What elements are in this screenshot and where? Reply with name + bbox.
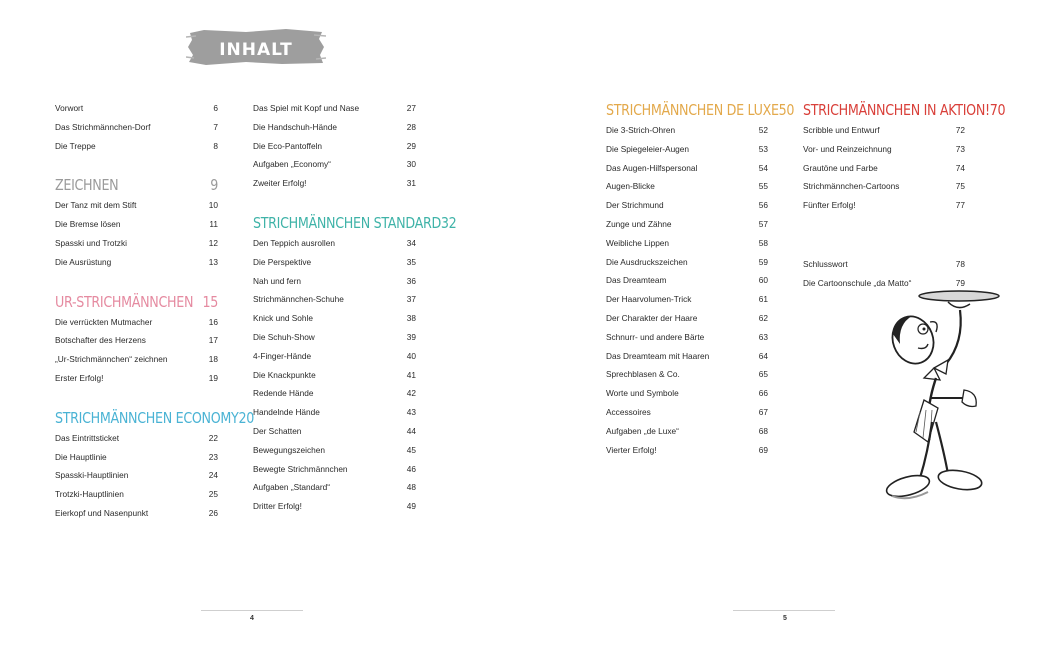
toc-entry-title: Die Handschuh-Hände — [253, 121, 337, 132]
toc-entry — [253, 253, 416, 272]
toc-entry-title: Die verrückten Mutmacher — [55, 316, 153, 327]
chapter-page: 20 — [238, 408, 255, 427]
toc-entry — [606, 253, 768, 272]
toc-entry — [253, 441, 416, 460]
toc-entry-title: Zweiter Erfolg! — [253, 178, 307, 189]
toc-entry-title: Accessoires — [606, 406, 651, 417]
toc-entry-page: 79 — [955, 277, 965, 288]
chapter-title: ZEICHNEN — [55, 176, 119, 195]
toc-entry — [606, 328, 768, 347]
toc-entry — [253, 422, 416, 441]
toc-entry — [253, 99, 416, 118]
toc-entry-page: 38 — [406, 313, 416, 324]
toc-entry-title: Den Teppich ausrollen — [253, 237, 335, 248]
footer-rule — [201, 610, 303, 611]
toc-entry-page: 64 — [758, 350, 768, 361]
spacer — [55, 272, 218, 291]
toc-entry-page: 6 — [213, 103, 218, 113]
toc-entry-page: 18 — [208, 354, 218, 365]
toc-entry-title: Botschafter des Herzens — [55, 335, 146, 346]
toc-entry — [606, 403, 768, 422]
chapter-title: UR-STRICHMÄNNCHEN — [55, 292, 194, 311]
toc-entry-title: Die Ausrüstung — [55, 256, 112, 267]
toc-entry-title: Vorwort — [55, 103, 84, 113]
toc-entry-title: Der Tanz mit dem Stift — [55, 200, 137, 211]
toc-entry — [253, 384, 416, 403]
toc-entry-title: Bewegungszeichen — [253, 444, 325, 455]
toc-entry — [606, 347, 768, 366]
toc-entry-title: Der Charakter der Haare — [606, 312, 698, 323]
toc-entry-title: Strichmännchen-Schuhe — [253, 294, 344, 305]
toc-entry-page: 62 — [758, 312, 768, 323]
toc-entry — [253, 366, 416, 385]
toc-entry — [55, 196, 218, 215]
toc-entry-page: 39 — [406, 331, 416, 342]
chapter-heading — [55, 174, 218, 196]
toc-entry-title: Schnurr- und andere Bärte — [606, 331, 705, 342]
toc-entry-title: Die Schuh-Show — [253, 331, 315, 342]
toc-title: inhalt — [219, 33, 293, 61]
toc-entry-page: 16 — [208, 316, 218, 327]
toc-entry-title: Die 3-Strich-Ohren — [606, 125, 676, 135]
toc-entry-title: Knick und Sohle — [253, 313, 313, 324]
toc-entry — [606, 234, 768, 253]
toc-entry-title: „Ur-Strichmännchen“ zeichnen — [55, 354, 168, 365]
toc-entry — [606, 271, 768, 290]
toc-entry-title: Das Eintrittsticket — [55, 432, 120, 443]
toc-column-3 — [606, 99, 795, 459]
toc-entry — [55, 215, 218, 234]
toc-entry — [253, 118, 416, 137]
toc-entry-title: Redende Hände — [253, 388, 314, 399]
toc-entry-title: Das Dreamteam — [606, 275, 667, 286]
toc-entry-title: Worte und Symbole — [606, 388, 679, 399]
toc-entry-title: Die Spiegeleier-Augen — [606, 143, 690, 154]
toc-entry-title: Trotzki-Hauptlinien — [55, 489, 124, 500]
toc-entry-title: Spasski und Trotzki — [55, 237, 127, 248]
spacer — [803, 215, 965, 255]
toc-entry — [55, 504, 218, 523]
toc-entry-title: Schlusswort — [803, 258, 848, 269]
toc-entry-title: Die Eco-Pantoffeln — [253, 140, 323, 151]
toc-entry — [803, 140, 965, 159]
chapter-page: 70 — [989, 101, 1006, 119]
toc-entry-title: Die Perspektive — [253, 256, 312, 267]
toc-entry-page: 58 — [758, 237, 768, 248]
toc-entry-title: Aufgaben „Economy“ — [253, 159, 331, 170]
toc-entry-page: 10 — [208, 200, 218, 211]
toc-entry-page: 7 — [213, 121, 218, 132]
toc-entry-title: Der Schatten — [253, 425, 302, 436]
toc-entry-title: Aufgaben „de Luxe“ — [606, 425, 679, 436]
toc-entry-page: 75 — [955, 181, 965, 192]
toc-entry-title: Der Haarvolumen-Trick — [606, 294, 692, 305]
toc-entry-page: 43 — [406, 407, 416, 418]
toc-entry-title: Nah und fern — [253, 275, 301, 286]
toc-entry — [253, 290, 416, 309]
toc-entry-title: Vierter Erfolg! — [606, 444, 657, 455]
toc-entry — [606, 159, 768, 178]
chapter-heading — [606, 99, 795, 121]
toc-entry — [55, 234, 218, 253]
chapter-page: 15 — [202, 292, 219, 311]
toc-entry-title: Das Dreamteam mit Haaren — [606, 350, 710, 361]
chapter-heading — [253, 212, 457, 234]
toc-entry-title: Das Strichmännchen-Dorf — [55, 121, 151, 132]
toc-entry — [55, 137, 218, 156]
toc-entry-title: Die Treppe — [55, 140, 96, 151]
toc-entry — [606, 177, 768, 196]
toc-entry-page: 37 — [406, 294, 416, 305]
toc-entry-page: 72 — [955, 125, 965, 135]
toc-entry — [253, 137, 416, 156]
toc-entry — [253, 460, 416, 479]
toc-entry — [606, 140, 768, 159]
toc-entry-page: 29 — [406, 140, 416, 151]
toc-entry — [55, 313, 218, 332]
toc-entry-page: 52 — [758, 125, 768, 135]
footer-rule — [733, 610, 835, 611]
toc-entry-page: 73 — [955, 143, 965, 154]
chapter-heading — [803, 99, 1006, 121]
toc-entry — [253, 347, 416, 366]
toc-entry-title: Die Ausdruckszeichen — [606, 256, 688, 267]
toc-entry-page: 31 — [406, 178, 416, 189]
chapter-title: STRICHMÄNNCHEN STANDARD — [253, 213, 441, 232]
toc-entry-page: 35 — [406, 256, 416, 267]
toc-entry-page: 68 — [758, 425, 768, 436]
toc-entry-page: 63 — [758, 331, 768, 342]
toc-entry-page: 13 — [208, 256, 218, 267]
chapter-page: 32 — [440, 213, 457, 232]
toc-entry — [606, 121, 768, 140]
chapter-title: STRICHMÄNNCHEN DE LUXE — [606, 101, 779, 119]
toc-entry — [253, 234, 416, 253]
toc-entry-title: Vor- und Reinzeichnung — [803, 143, 892, 154]
toc-entry — [55, 118, 218, 137]
page-number: 4 — [250, 615, 254, 622]
toc-entry-title: Strichmännchen-Cartoons — [803, 181, 900, 192]
toc-entry-page: 34 — [406, 237, 416, 248]
toc-entry-page: 56 — [758, 200, 768, 211]
toc-entry — [606, 365, 768, 384]
toc-entry-title: Die Knackpunkte — [253, 369, 316, 380]
toc-entry — [55, 369, 218, 388]
toc-column-4 — [803, 99, 1006, 293]
toc-entry-page: 17 — [208, 335, 218, 346]
toc-entry-title: Spasski-Hauptlinien — [55, 470, 129, 481]
toc-entry — [253, 497, 416, 516]
toc-entry — [55, 485, 218, 504]
toc-entry — [606, 422, 768, 441]
toc-entry — [55, 331, 218, 350]
toc-entry-page: 23 — [208, 451, 218, 462]
toc-entry-page: 28 — [406, 121, 416, 132]
toc-entry-page: 67 — [758, 406, 768, 417]
toc-entry-page: 40 — [406, 350, 416, 361]
toc-entry-title: Das Spiel mit Kopf und Nase — [253, 103, 360, 113]
chapter-heading — [55, 407, 255, 429]
toc-entry-page: 48 — [406, 482, 416, 493]
chapter-title: STRICHMÄNNCHEN ECONOMY — [55, 408, 239, 427]
toc-entry — [253, 309, 416, 328]
toc-entry-page: 55 — [758, 181, 768, 192]
toc-entry-title: Die Hauptlinie — [55, 451, 107, 462]
page-number: 5 — [783, 615, 787, 622]
waiter-figure-icon — [868, 282, 1008, 502]
toc-entry-page: 42 — [406, 388, 416, 399]
toc-entry-title: Dritter Erfolg! — [253, 501, 302, 512]
toc-entry-title: Eierkopf und Nasenpunkt — [55, 507, 149, 518]
toc-entry-page: 11 — [209, 219, 218, 230]
toc-entry — [253, 272, 416, 291]
toc-entry — [606, 196, 768, 215]
toc-entry-page: 24 — [208, 470, 218, 481]
toc-entry-page: 12 — [208, 237, 218, 248]
toc-entry-title: Fünfter Erfolg! — [803, 200, 856, 211]
toc-title-badge — [186, 27, 326, 67]
left-page — [0, 0, 518, 648]
toc-entry-title: Aufgaben „Standard“ — [253, 482, 331, 493]
toc-entry — [55, 429, 218, 448]
toc-entry — [803, 159, 965, 178]
toc-entry-title: Das Augen-Hilfspersonal — [606, 162, 698, 173]
toc-entry-page: 54 — [758, 162, 768, 173]
toc-entry-page: 65 — [758, 369, 768, 380]
toc-entry-page: 69 — [758, 444, 768, 455]
toc-entry-page: 46 — [406, 463, 416, 474]
toc-entry-title: 4-Finger-Hände — [253, 350, 312, 361]
toc-entry — [253, 174, 416, 193]
toc-entry — [606, 215, 768, 234]
toc-entry-title: Der Strichmund — [606, 200, 664, 211]
toc-entry-page: 61 — [758, 294, 768, 305]
toc-entry-page: 66 — [758, 388, 768, 399]
toc-entry-page: 78 — [955, 258, 965, 269]
toc-entry — [253, 478, 416, 497]
toc-entry — [55, 99, 218, 118]
toc-entry-title: Die Bremse lösen — [55, 219, 121, 230]
toc-entry-page: 19 — [208, 372, 218, 383]
toc-entry — [803, 121, 965, 140]
toc-entry-title: Bewegte Strichmännchen — [253, 463, 348, 474]
toc-entry-page: 41 — [406, 369, 416, 380]
toc-entry — [606, 290, 768, 309]
toc-entry-page: 57 — [758, 218, 768, 229]
toc-column-1 — [55, 99, 255, 523]
spacer — [55, 388, 218, 407]
toc-entry-page: 44 — [406, 425, 416, 436]
toc-entry-page: 26 — [208, 507, 218, 518]
toc-entry-page: 36 — [406, 275, 416, 286]
toc-entry-title: Die Cartoonschule „da Matto“ — [803, 277, 912, 288]
toc-entry-title: Sprechblasen & Co. — [606, 369, 680, 380]
toc-entry-page: 30 — [406, 159, 416, 170]
spacer — [55, 155, 218, 174]
chapter-page: 50 — [778, 101, 795, 119]
toc-entry-page: 59 — [758, 256, 768, 267]
toc-entry-title: Handelnde Hände — [253, 407, 320, 418]
toc-entry — [55, 253, 218, 272]
toc-entry-title: Erster Erfolg! — [55, 372, 104, 383]
toc-entry-title: Zunge und Zähne — [606, 218, 672, 229]
toc-entry-title: Scribble und Entwurf — [803, 125, 880, 135]
toc-entry — [606, 384, 768, 403]
toc-entry — [253, 155, 416, 174]
chapter-page: 9 — [210, 176, 219, 195]
toc-entry — [253, 403, 416, 422]
toc-entry-title: Weibliche Lippen — [606, 237, 670, 248]
toc-entry — [606, 309, 768, 328]
toc-entry — [803, 177, 965, 196]
toc-entry-page: 60 — [758, 275, 768, 286]
toc-entry — [606, 441, 768, 460]
toc-entry — [55, 448, 218, 467]
toc-entry-page: 22 — [208, 432, 218, 443]
toc-entry — [253, 328, 416, 347]
spacer — [253, 193, 416, 212]
toc-entry — [803, 255, 965, 274]
toc-entry-page: 53 — [758, 143, 768, 154]
toc-entry-page: 27 — [406, 103, 416, 113]
chapter-heading — [55, 291, 218, 313]
toc-entry-title: Grautöne und Farbe — [803, 162, 878, 173]
toc-entry — [803, 196, 965, 215]
toc-entry-page: 74 — [955, 162, 965, 173]
toc-column-2 — [253, 99, 457, 516]
toc-entry-page: 8 — [213, 140, 218, 151]
toc-entry-page: 49 — [406, 501, 416, 512]
waiter-illustration — [868, 282, 1008, 502]
toc-entry — [55, 466, 218, 485]
toc-entry-page: 45 — [406, 444, 416, 455]
toc-entry — [55, 350, 218, 369]
toc-entry-title: Augen-Blicke — [606, 181, 655, 192]
toc-entry-page: 25 — [208, 489, 218, 500]
toc-entry-page: 77 — [955, 200, 965, 211]
chapter-title: STRICHMÄNNCHEN IN AKTION! — [803, 101, 990, 119]
